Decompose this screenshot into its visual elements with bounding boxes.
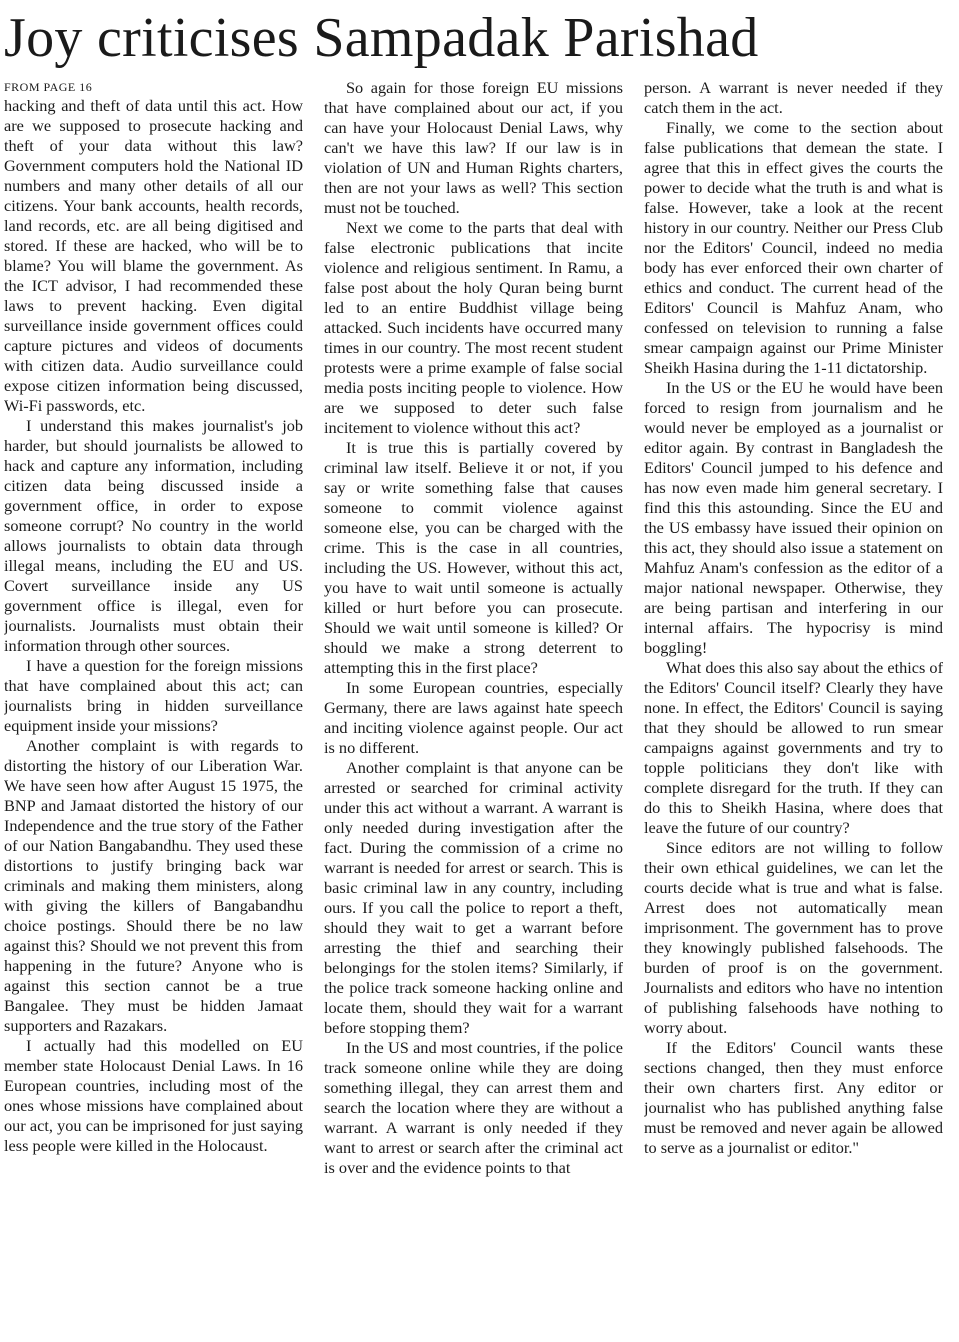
paragraph: I understand this makes journalist's job harder, but should journalists be allowed to hack and capture any information, including citizen data being discussed inside a government office, in order to expose someone corrupt? No country in the world allows journalists to obtain data through illegal means, including the EU and US. Covert surveillance inside any US government office is illegal, even for journalists. Journalists must obtain their information through other sources. xyxy=(4,416,303,655)
jump-line: FROM PAGE 16 xyxy=(4,80,93,94)
paragraph: hacking and theft of data until this act. How are we supposed to prosecute hacking and theft of your data without this law? Government computers hold the National ID numbers and many other details of all our citizens. Your bank accounts, health records, land records, etc. are all being digitised and stored. If these are hacked, who will be to blame? You will blame the government. As the ICT advisor, I had recommended these laws to prevent hacking. Even digital surveillance inside government offices could capture pictures and videos of documents with citizen data. Audio surveillance could expose citizen information being discussed, Wi-Fi passwords, etc. xyxy=(4,96,303,415)
paragraph: Since editors are not willing to follow their own ethical guidelines, we can let the courts decide what is true and what is false. Arrest does not automatically mean imprisonment. The government has to prove they knowingly published falsehoods. The burden of proof is on the government. Journalists and editors who have no intention of publishing falsehoods have nothing to worry about. xyxy=(644,838,943,1037)
paragraph: So again for those foreign EU missions that have complained about our act, if you can have your Holocaust Denial Laws, why can't we have this law? If our law is in violation of UN and Human Rights charters, then are not your laws as well? This section must not be touched. xyxy=(324,78,623,217)
paragraph: What does this also say about the ethics of the Editors' Council itself? Clearly they have none. In effect, the Editors' Council is saying that they should be allowed to run smear campaigns against governments and try to topple politicians they don't like with complete disregard for the truth. If they can do this to Sheikh Hasina, where does that leave the future of our country? xyxy=(644,658,943,837)
paragraph: In the US and most countries, if the police track someone online while they are doing something illegal, they can arrest them and search the location where they are without a warrant. A warrant is only needed if they want to arrest or search after the criminal act is over and the evidence points to that xyxy=(324,1038,623,1177)
article-column-3 xyxy=(644,78,943,1340)
headline: Joy criticises Sampadak Parishad xyxy=(4,7,759,69)
paragraph: I have a question for the foreign missions that have complained about this act; can journalists bring in hidden surveillance equipment inside your missions? xyxy=(4,656,303,735)
article-column-1 xyxy=(4,78,303,1340)
article-column-2 xyxy=(324,78,623,1340)
paragraph: Another complaint is with regards to distorting the history of our Liberation War. We have seen how after August 15 1975, the BNP and Jamaat distorted the history of our Independence and the true story of the Father of our Nation Bangabandhu. They used these distortions to justify bringing back war criminals and making them ministers, along with giving the killers of Bangabandhu choice postings. Should there be no law against this? Should we not prevent this from happening in the future? Anyone who is against this section cannot be a true Bangalee. They must be hidden Jamaat supporters and Razakars. xyxy=(4,736,303,1035)
paragraph: In some European countries, especially Germany, there are laws against hate speech and inciting violence against people. Our act is no different. xyxy=(324,678,623,757)
paragraph: I actually had this modelled on EU member state Holocaust Denial Laws. In 16 European countries, including most of the ones whose missions have complained about our act, you can be imprisoned for just saying less people were killed in the Holocaust. xyxy=(4,1036,303,1155)
paragraph: Next we come to the parts that deal with false electronic publications that incite violence and religious sentiment. In Ramu, a false post about the holy Quran being burnt led to an entire Buddhist village being attacked. Such incidents have occurred many times in our country. The most recent student protests were a prime example of false social media posts inciting people to violence. How are we supposed to deter such false incitement to violence without this act? xyxy=(324,218,623,437)
paragraph: If the Editors' Council wants these sections changed, then they must enforce their own charters first. Any editor or journalist who has published anything false must be removed and never again be allowed to serve as a journalist or editor." xyxy=(644,1038,943,1157)
paragraph: It is true this is partially covered by criminal law itself. Believe it or not, if you say or write something false that causes someone to commit violence against someone else, you can be charged with the crime. This is the case in all countries, including the US. However, without this act, you have to wait until someone is actually killed or hurt before you can prosecute. Should we wait until someone is killed? Or should we make a strong deterrent to attempting this in the first place? xyxy=(324,438,623,677)
paragraph: person. A warrant is never needed if they catch them in the act. xyxy=(644,78,943,117)
paragraph: Another complaint is that anyone can be arrested or searched for criminal activity under this act without a warrant. A warrant is only needed during investigation after the fact. During the commission of a crime no warrant is needed for arrest or search. This is basic criminal law in any country, including ours. If you call the police to report a theft, should they wait to get a warrant before arresting the thief and searching their belongings for the stolen items? Similarly, if the police track someone hacking online and locate them, should they wait for a warrant before stopping them? xyxy=(324,758,623,1037)
paragraph: In the US or the EU he would have been forced to resign from journalism and he would never be employed as a journalist or editor again. By contrast in Bangladesh the Editors' Council jumped to his defence and has now even made him general secretary. I find this this astounding. Since the EU and the US embassy have issued their opinion on this act, they should also issue a statement on Mahfuz Anam's confession as the editor of a major national newspaper. Otherwise, they are being partisan and interfering in our internal affairs. The hypocrisy is mind boggling! xyxy=(644,378,943,657)
paragraph: Finally, we come to the section about false publications that demean the state. I agree that this in effect gives the courts the power to decide what the truth is and what is false. However, take a look at the recent history in our country. Neither our Press Club nor the Editors' Council, indeed no media body has ever enforced their own charter of ethics and conduct. The current head of the Editors' Council is Mahfuz Anam, who confessed on television to running a false smear campaign against our Prime Minister Sheikh Hasina during the 1-11 dictatorship. xyxy=(644,118,943,377)
